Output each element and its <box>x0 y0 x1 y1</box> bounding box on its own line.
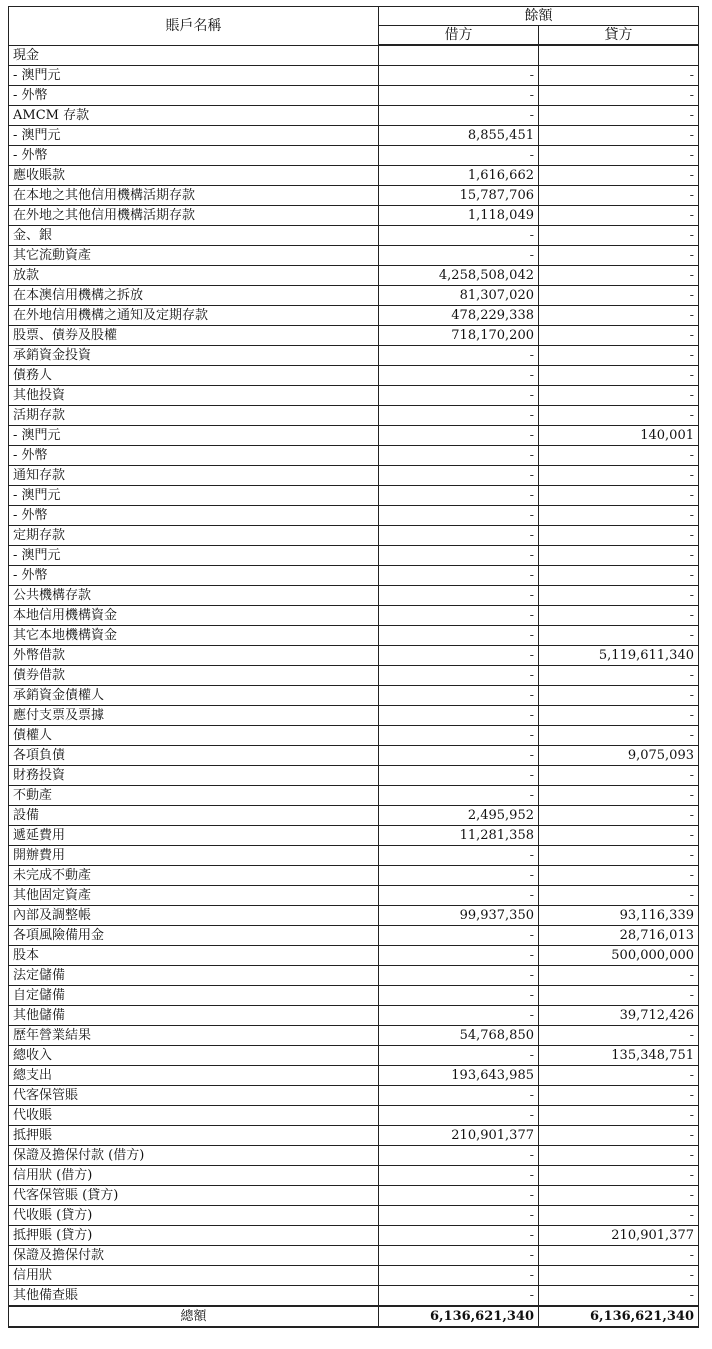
table-row <box>9 286 699 306</box>
credit-cell <box>539 45 699 66</box>
debit-cell: - <box>379 346 539 366</box>
credit-cell: - <box>539 806 699 826</box>
account-name-cell: 總收入 <box>9 1046 379 1066</box>
debit-cell: - <box>379 486 539 506</box>
account-name-cell: AMCM 存款 <box>9 106 379 126</box>
account-name-cell: 應付支票及票據 <box>9 706 379 726</box>
account-name-cell: 遞延費用 <box>9 826 379 846</box>
table-row <box>9 126 699 146</box>
debit-cell: - <box>379 986 539 1006</box>
account-name-cell: 抵押賬 <box>9 1126 379 1146</box>
account-name-cell: 其他固定資產 <box>9 886 379 906</box>
debit-cell: - <box>379 886 539 906</box>
debit-cell: - <box>379 946 539 966</box>
account-name-cell: 其他儲備 <box>9 1006 379 1026</box>
credit-cell: - <box>539 346 699 366</box>
debit-cell: 81,307,020 <box>379 286 539 306</box>
account-name-cell: 歷年營業結果 <box>9 1026 379 1046</box>
debit-cell: 15,787,706 <box>379 186 539 206</box>
debit-cell: 210,901,377 <box>379 1126 539 1146</box>
table-row <box>9 866 699 886</box>
table-row <box>9 706 699 726</box>
table-row <box>9 1246 699 1266</box>
credit-cell: - <box>539 786 699 806</box>
account-name-cell: 在本地之其他信用機構活期存款 <box>9 186 379 206</box>
account-name-cell: - 澳門元 <box>9 426 379 446</box>
debit-cell: - <box>379 246 539 266</box>
debit-cell: - <box>379 1166 539 1186</box>
debit-cell: - <box>379 726 539 746</box>
credit-cell: 210,901,377 <box>539 1226 699 1246</box>
table-row <box>9 666 699 686</box>
table-row <box>9 1166 699 1186</box>
table-row <box>9 66 699 86</box>
account-name-cell: 不動產 <box>9 786 379 806</box>
table-row <box>9 386 699 406</box>
credit-header: 貸方 <box>539 26 699 46</box>
table-row <box>9 1266 699 1286</box>
table-row <box>9 566 699 586</box>
account-name-cell: 債券借款 <box>9 666 379 686</box>
credit-cell: - <box>539 66 699 86</box>
table-row <box>9 446 699 466</box>
credit-cell: - <box>539 546 699 566</box>
account-name-cell: 活期存款 <box>9 406 379 426</box>
table-row <box>9 606 699 626</box>
table-row <box>9 366 699 386</box>
debit-cell: - <box>379 586 539 606</box>
account-name-cell: 保證及擔保付款 <box>9 1246 379 1266</box>
account-name-cell: - 外幣 <box>9 146 379 166</box>
debit-cell: 2,495,952 <box>379 806 539 826</box>
debit-cell: - <box>379 466 539 486</box>
table-row <box>9 186 699 206</box>
table-row <box>9 486 699 506</box>
debit-cell: - <box>379 706 539 726</box>
table-row <box>9 466 699 486</box>
credit-cell: 140,001 <box>539 426 699 446</box>
credit-cell: - <box>539 166 699 186</box>
debit-cell: - <box>379 546 539 566</box>
account-name-cell: 債務人 <box>9 366 379 386</box>
account-name-cell: 金、銀 <box>9 226 379 246</box>
account-name-cell: 保證及擔保付款 (借方) <box>9 1146 379 1166</box>
credit-cell: - <box>539 1026 699 1046</box>
account-name-cell: - 澳門元 <box>9 546 379 566</box>
debit-cell: - <box>379 366 539 386</box>
table-row <box>9 45 699 66</box>
table-row <box>9 306 699 326</box>
total-row <box>9 1306 699 1327</box>
account-name-cell: 代客保管賬 <box>9 1086 379 1106</box>
debit-cell: - <box>379 1106 539 1126</box>
credit-cell: - <box>539 566 699 586</box>
table-row <box>9 1206 699 1226</box>
debit-cell: - <box>379 606 539 626</box>
table-row <box>9 686 699 706</box>
table-footer <box>9 1306 699 1327</box>
account-name-cell: 定期存款 <box>9 526 379 546</box>
credit-cell: - <box>539 606 699 626</box>
credit-cell: - <box>539 686 699 706</box>
debit-cell: 193,643,985 <box>379 1066 539 1086</box>
debit-cell: 11,281,358 <box>379 826 539 846</box>
credit-cell: 39,712,426 <box>539 1006 699 1026</box>
account-name-cell: 放款 <box>9 266 379 286</box>
credit-cell: - <box>539 1186 699 1206</box>
debit-cell: - <box>379 566 539 586</box>
debit-cell: - <box>379 386 539 406</box>
table-row <box>9 1066 699 1086</box>
debit-cell: 4,258,508,042 <box>379 266 539 286</box>
credit-cell: - <box>539 866 699 886</box>
table-row <box>9 926 699 946</box>
credit-cell: - <box>539 846 699 866</box>
table-row <box>9 646 699 666</box>
account-name-cell: - 外幣 <box>9 446 379 466</box>
account-name-cell: 通知存款 <box>9 466 379 486</box>
credit-cell: 5,119,611,340 <box>539 646 699 666</box>
account-name-cell: - 澳門元 <box>9 486 379 506</box>
table-row <box>9 726 699 746</box>
credit-cell: - <box>539 386 699 406</box>
table-row <box>9 1186 699 1206</box>
table-row <box>9 746 699 766</box>
debit-cell: - <box>379 506 539 526</box>
credit-cell: - <box>539 826 699 846</box>
account-name-cell: 債權人 <box>9 726 379 746</box>
table-row <box>9 626 699 646</box>
debit-cell: 478,229,338 <box>379 306 539 326</box>
debit-cell: 1,118,049 <box>379 206 539 226</box>
table-row <box>9 86 699 106</box>
debit-cell: - <box>379 1146 539 1166</box>
credit-cell: - <box>539 1066 699 1086</box>
debit-cell: - <box>379 1006 539 1026</box>
balance-header: 餘額 <box>379 7 699 26</box>
account-name-cell: 代收賬 <box>9 1106 379 1126</box>
table-row <box>9 406 699 426</box>
table-row <box>9 166 699 186</box>
table-row <box>9 906 699 926</box>
credit-cell: - <box>539 466 699 486</box>
account-name-cell: 代收賬 (貸方) <box>9 1206 379 1226</box>
credit-cell: - <box>539 706 699 726</box>
credit-cell: - <box>539 406 699 426</box>
credit-cell: - <box>539 1086 699 1106</box>
credit-cell: - <box>539 1266 699 1286</box>
credit-cell: - <box>539 1146 699 1166</box>
table-row <box>9 346 699 366</box>
credit-cell: - <box>539 666 699 686</box>
credit-cell: - <box>539 726 699 746</box>
debit-cell: - <box>379 406 539 426</box>
credit-cell: - <box>539 126 699 146</box>
credit-cell: - <box>539 626 699 646</box>
table-row <box>9 266 699 286</box>
table-row <box>9 986 699 1006</box>
account-name-cell: - 澳門元 <box>9 126 379 146</box>
table-row <box>9 766 699 786</box>
credit-cell: - <box>539 326 699 346</box>
debit-cell: - <box>379 626 539 646</box>
debit-cell: - <box>379 66 539 86</box>
debit-cell: - <box>379 1046 539 1066</box>
credit-cell: - <box>539 1126 699 1146</box>
account-name-cell: 現金 <box>9 45 379 66</box>
credit-cell: - <box>539 366 699 386</box>
total-debit: 6,136,621,340 <box>379 1306 539 1327</box>
debit-cell: - <box>379 766 539 786</box>
account-name-cell: 股票、債券及股權 <box>9 326 379 346</box>
table-row <box>9 1126 699 1146</box>
account-name-cell: - 外幣 <box>9 86 379 106</box>
debit-cell <box>379 45 539 66</box>
debit-cell: - <box>379 846 539 866</box>
credit-cell: 500,000,000 <box>539 946 699 966</box>
debit-cell: 99,937,350 <box>379 906 539 926</box>
credit-cell: - <box>539 106 699 126</box>
account-name-cell: 承銷資金債權人 <box>9 686 379 706</box>
debit-cell: - <box>379 1226 539 1246</box>
table-row <box>9 846 699 866</box>
table-row <box>9 426 699 446</box>
debit-cell: - <box>379 226 539 246</box>
credit-cell: - <box>539 966 699 986</box>
table-row <box>9 586 699 606</box>
account-name-cell: 法定儲備 <box>9 966 379 986</box>
debit-cell: - <box>379 1206 539 1226</box>
credit-cell: - <box>539 1166 699 1186</box>
table-row <box>9 226 699 246</box>
table-row <box>9 826 699 846</box>
debit-cell: - <box>379 1246 539 1266</box>
table-row <box>9 1046 699 1066</box>
account-name-cell: 各項負債 <box>9 746 379 766</box>
credit-cell: 28,716,013 <box>539 926 699 946</box>
credit-cell: - <box>539 886 699 906</box>
account-name-cell: 其它本地機構資金 <box>9 626 379 646</box>
table-row <box>9 206 699 226</box>
credit-cell: - <box>539 206 699 226</box>
credit-cell: - <box>539 1286 699 1307</box>
credit-cell: 93,116,339 <box>539 906 699 926</box>
credit-cell: - <box>539 446 699 466</box>
debit-cell: - <box>379 926 539 946</box>
account-name-cell: 未完成不動產 <box>9 866 379 886</box>
account-name-header: 賬戶名稱 <box>9 7 379 46</box>
debit-cell: 8,855,451 <box>379 126 539 146</box>
account-name-cell: 在外地信用機構之通知及定期存款 <box>9 306 379 326</box>
account-name-cell: 股本 <box>9 946 379 966</box>
debit-cell: 54,768,850 <box>379 1026 539 1046</box>
table-row <box>9 966 699 986</box>
account-name-cell: 其它流動資產 <box>9 246 379 266</box>
table-header <box>9 7 699 46</box>
account-name-cell: 信用狀 <box>9 1266 379 1286</box>
debit-cell: 1,616,662 <box>379 166 539 186</box>
debit-header: 借方 <box>379 26 539 46</box>
account-name-cell: 其他備查賬 <box>9 1286 379 1307</box>
account-name-cell: - 澳門元 <box>9 66 379 86</box>
account-name-cell: 開辦費用 <box>9 846 379 866</box>
table-row <box>9 1086 699 1106</box>
table-row <box>9 146 699 166</box>
table-row <box>9 886 699 906</box>
table-row <box>9 526 699 546</box>
credit-cell: - <box>539 766 699 786</box>
account-name-cell: 設備 <box>9 806 379 826</box>
debit-cell: - <box>379 686 539 706</box>
account-name-cell: 其他投資 <box>9 386 379 406</box>
trial-balance-sheet <box>8 6 698 1328</box>
table-row <box>9 1226 699 1246</box>
debit-cell: - <box>379 86 539 106</box>
credit-cell: 135,348,751 <box>539 1046 699 1066</box>
debit-cell: - <box>379 526 539 546</box>
debit-cell: - <box>379 446 539 466</box>
credit-cell: 9,075,093 <box>539 746 699 766</box>
account-name-cell: 內部及調整帳 <box>9 906 379 926</box>
account-name-cell: 自定儲備 <box>9 986 379 1006</box>
debit-cell: - <box>379 146 539 166</box>
account-name-cell: 承銷資金投資 <box>9 346 379 366</box>
total-label: 總額 <box>9 1306 379 1327</box>
credit-cell: - <box>539 1106 699 1126</box>
table-row <box>9 1106 699 1126</box>
debit-cell: - <box>379 1286 539 1307</box>
debit-cell: - <box>379 966 539 986</box>
account-name-cell: 在外地之其他信用機構活期存款 <box>9 206 379 226</box>
table-row <box>9 506 699 526</box>
account-name-cell: 公共機構存款 <box>9 586 379 606</box>
debit-cell: - <box>379 866 539 886</box>
debit-cell: - <box>379 746 539 766</box>
account-name-cell: - 外幣 <box>9 506 379 526</box>
table-row <box>9 786 699 806</box>
account-name-cell: 外幣借款 <box>9 646 379 666</box>
credit-cell: - <box>539 226 699 246</box>
debit-cell: - <box>379 1086 539 1106</box>
account-name-cell: 抵押賬 (貸方) <box>9 1226 379 1246</box>
credit-cell: - <box>539 286 699 306</box>
debit-cell: - <box>379 646 539 666</box>
table-row <box>9 326 699 346</box>
table-row <box>9 106 699 126</box>
credit-cell: - <box>539 986 699 1006</box>
debit-cell: - <box>379 1266 539 1286</box>
credit-cell: - <box>539 526 699 546</box>
credit-cell: - <box>539 486 699 506</box>
account-name-cell: 各項風險備用金 <box>9 926 379 946</box>
credit-cell: - <box>539 266 699 286</box>
credit-cell: - <box>539 186 699 206</box>
account-name-cell: 代客保管賬 (貸方) <box>9 1186 379 1206</box>
table-row <box>9 546 699 566</box>
credit-cell: - <box>539 86 699 106</box>
total-credit: 6,136,621,340 <box>539 1306 699 1327</box>
table-row <box>9 1006 699 1026</box>
account-name-cell: 在本澳信用機構之拆放 <box>9 286 379 306</box>
table-row <box>9 806 699 826</box>
table-row <box>9 1026 699 1046</box>
debit-cell: - <box>379 1186 539 1206</box>
credit-cell: - <box>539 586 699 606</box>
account-name-cell: 信用狀 (借方) <box>9 1166 379 1186</box>
debit-cell: 718,170,200 <box>379 326 539 346</box>
account-name-cell: 總支出 <box>9 1066 379 1086</box>
table-row <box>9 1146 699 1166</box>
debit-cell: - <box>379 786 539 806</box>
table-body <box>9 45 699 1306</box>
credit-cell: - <box>539 246 699 266</box>
trial-balance-table <box>8 6 699 1328</box>
account-name-cell: - 外幣 <box>9 566 379 586</box>
debit-cell: - <box>379 426 539 446</box>
table-row <box>9 246 699 266</box>
credit-cell: - <box>539 146 699 166</box>
credit-cell: - <box>539 1246 699 1266</box>
account-name-cell: 本地信用機構資金 <box>9 606 379 626</box>
credit-cell: - <box>539 1206 699 1226</box>
account-name-cell: 應收賬款 <box>9 166 379 186</box>
debit-cell: - <box>379 666 539 686</box>
debit-cell: - <box>379 106 539 126</box>
table-row <box>9 946 699 966</box>
account-name-cell: 財務投資 <box>9 766 379 786</box>
credit-cell: - <box>539 306 699 326</box>
credit-cell: - <box>539 506 699 526</box>
table-row <box>9 1286 699 1307</box>
